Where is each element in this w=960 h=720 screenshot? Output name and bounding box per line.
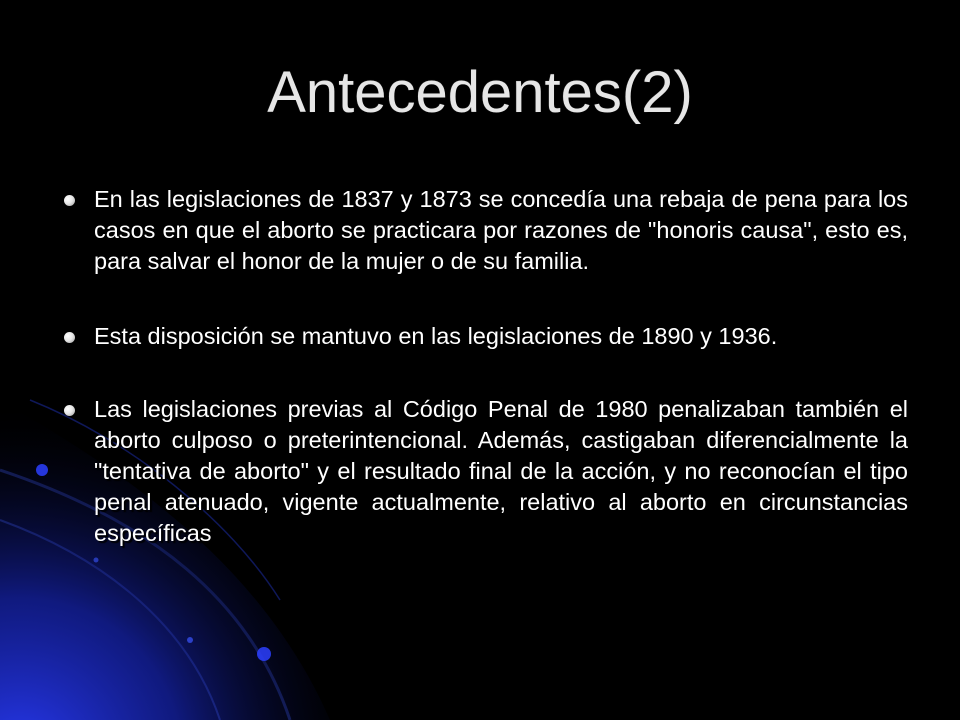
round-bullet-icon (64, 405, 75, 416)
round-bullet-icon (64, 332, 75, 343)
bullet-item (58, 321, 908, 352)
slide-title: Antecedentes(2) (267, 60, 693, 125)
round-bullet-icon (64, 195, 75, 206)
bullet-text: Esta disposición se mantuvo en las legislaciones de 1890 y 1936. (94, 323, 778, 349)
decor-dot-3 (187, 637, 193, 643)
decor-dot-2 (257, 647, 271, 661)
bullet-list (58, 184, 908, 591)
bullet-text: Las legislaciones previas al Código Penal de 1980 penalizaban también el aborto culposo o preterintencional. Además, castigaban diferencialmente la "tentativa de aborto" y el resultado final de la acción, y no reconocían el tipo penal atenuado, vigente actualmente, relativo al aborto en circunstancias específicas (94, 396, 908, 546)
bullet-item (58, 184, 908, 277)
bullet-item (58, 394, 908, 549)
bullet-text: En las legislaciones de 1837 y 1873 se concedía una rebaja de pena para los casos en que el aborto se practicara por razones de "honoris causa", esto es, para salvar el honor de la mujer o de su familia. (94, 186, 908, 274)
decor-dot-1 (36, 464, 48, 476)
